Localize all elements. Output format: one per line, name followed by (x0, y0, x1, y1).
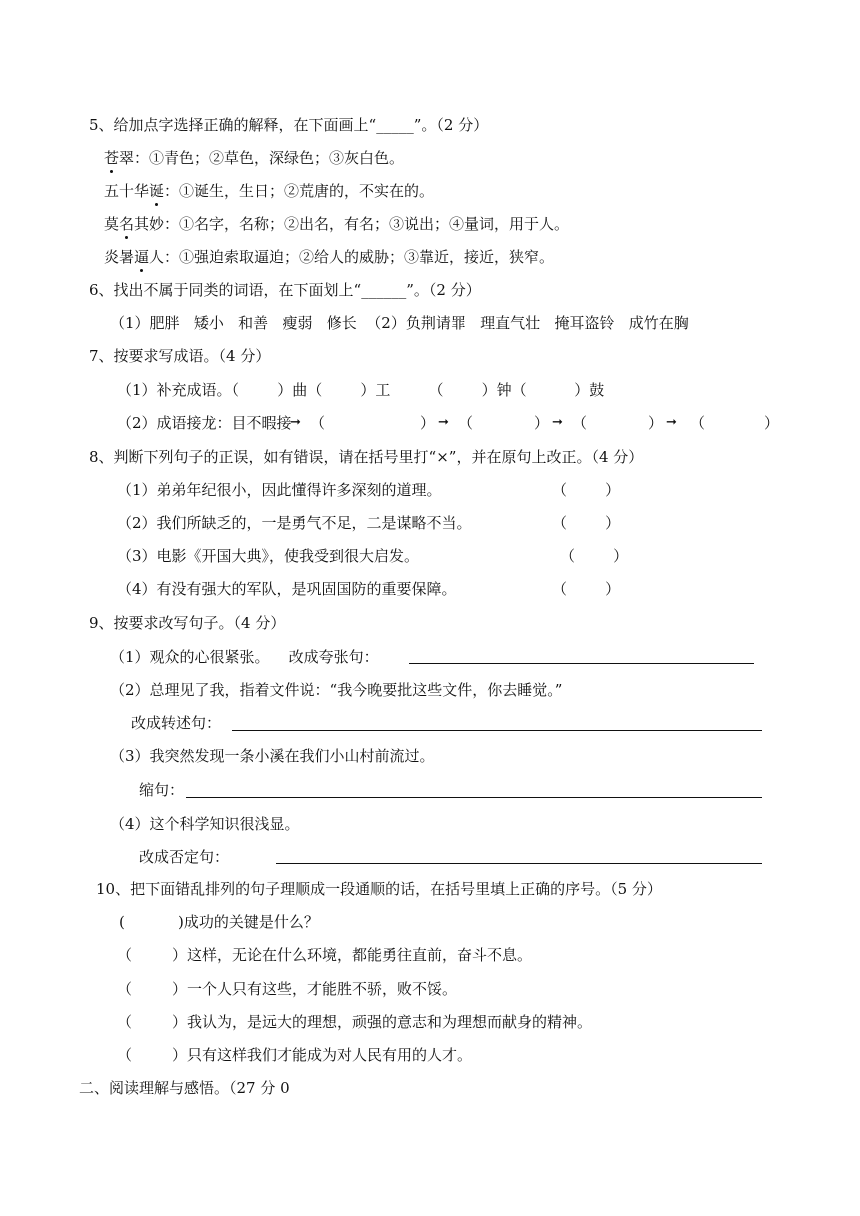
dotted-char: 诞 (149, 182, 165, 200)
q8-answer-paren-4: （ ） (552, 580, 621, 598)
chain-blank-3-close: ） (648, 414, 664, 432)
arrow-right-icon: ➞ (290, 415, 301, 430)
answer-line-negative (276, 863, 762, 864)
q9-sentence-3: （3）我突然发现一条小溪在我们小山村前流过。 (110, 747, 435, 765)
q7-title: 7、按要求写成语。（4 分） (89, 347, 271, 365)
answer-line-condense (186, 797, 762, 798)
chain-blank-1-open: （ (310, 414, 326, 432)
q9-sentence-1: （1）观众的心很紧张。 改成夸张句： (110, 648, 379, 666)
q10-item-4: ）我认为，是远大的理想，顽强的意志和为理想而献身的精神。 (172, 1013, 593, 1031)
q5-item-1: 苍翠：①青色；②草色，深绿色；③灰白色。 (104, 149, 405, 167)
q9-reported-speech-label: 改成转述句： (131, 714, 222, 732)
chain-blank-2-close: ） (534, 414, 550, 432)
q8-sentence-3: （3）电影《开国大典》，使我受到很大启发。 (117, 547, 420, 565)
section-2-heading: 二、阅读理解与感悟。（27 分 0 (79, 1079, 290, 1097)
dotted-char: 名 (119, 215, 135, 233)
q10-item-2: ）这样，无论在什么环境，都能勇往直前，奋斗不息。 (172, 946, 533, 964)
q5-item-3: 莫名其妙：①名字，名称；②出名，有名；③说出；④量词，用于人。 (104, 215, 570, 233)
q8-answer-paren-3: （ ） (560, 547, 629, 565)
q9-title: 9、按要求改写句子。（4 分） (89, 614, 286, 632)
dotted-char: 逼 (134, 248, 150, 266)
chain-blank-4-open: （ (690, 414, 706, 432)
q8-title: 8、判断下列句子的正误，如有错误，请在括号里打“×”，并在原句上改正。（4 分） (89, 448, 644, 466)
q10-item-4-open: （ (117, 1013, 133, 1031)
q7-fill-idioms: （1）补充成语。（ ）曲（ ）工 （ ）钟（ ）鼓 (117, 381, 605, 399)
chain-blank-1-close: ） (420, 414, 436, 432)
q8-sentence-4: （4）有没有强大的军队，是巩固国防的重要保障。 (117, 580, 457, 598)
chain-blank-3-open: （ (572, 414, 588, 432)
q9-sentence-2: （2）总理见了我，指着文件说：“我今晚要批这些文件，你去睡觉。” (110, 681, 563, 699)
q10-item-2-open: （ (117, 946, 133, 964)
q6-word-list: （1）肥胖 矮小 和善 瘦弱 修长 （2）负荆请罪 理直气壮 掩耳盗铃 成竹在胸 (110, 314, 689, 332)
arrow-right-icon: ➞ (552, 415, 563, 430)
q8-answer-paren-1: （ ） (552, 481, 621, 499)
q10-item-5: ）只有这样我们才能成为对人民有用的人才。 (172, 1046, 473, 1064)
q10-item-3-open: （ (117, 980, 133, 998)
q10-title: 10、把下面错乱排列的句子理顺成一段通顺的话，在括号里填上正确的序号。（5 分） (96, 880, 662, 898)
dotted-char: 苍 (104, 149, 120, 167)
chain-blank-4-close: ） (764, 414, 780, 432)
q9-condense-label: 缩句： (139, 781, 185, 799)
q10-item-3: ）一个人只有这些，才能胜不骄，败不馁。 (172, 980, 458, 998)
q9-sentence-4: （4）这个科学知识很浅显。 (110, 815, 300, 833)
arrow-right-icon: ➞ (666, 415, 677, 430)
q8-sentence-2: （2）我们所缺乏的，一是勇气不足，二是谋略不当。 (117, 514, 472, 532)
q7-idiom-chain-label: （2）成语接龙：目不暇接 (117, 414, 292, 432)
arrow-right-icon: ➞ (438, 415, 449, 430)
q8-sentence-1: （1）弟弟年纪很小，因此懂得许多深刻的道理。 (117, 481, 442, 499)
answer-line-exaggeration (409, 663, 754, 664)
q10-item-1: )成功的关键是什么？ (178, 913, 319, 931)
q8-answer-paren-2: （ ） (552, 514, 621, 532)
q9-negative-label: 改成否定句： (139, 848, 230, 866)
chain-blank-2-open: （ (458, 414, 474, 432)
q5-title: 5、给加点字选择正确的解释，在下面画上“_____”。（2 分） (89, 116, 489, 134)
q5-item-2: 五十华诞：①诞生，生日；②荒唐的，不实在的。 (104, 182, 435, 200)
q5-item-4: 炎暑逼人：①强迫索取逼迫；②给人的威胁；③靠近，接近，狭窄。 (104, 248, 555, 266)
q10-item-5-open: （ (117, 1046, 133, 1064)
q10-item-1-open: ( (119, 913, 125, 931)
q6-title: 6、找出不属于同类的词语，在下面划上“______”。（2 分） (89, 281, 481, 299)
answer-line-reported-speech (232, 730, 762, 731)
